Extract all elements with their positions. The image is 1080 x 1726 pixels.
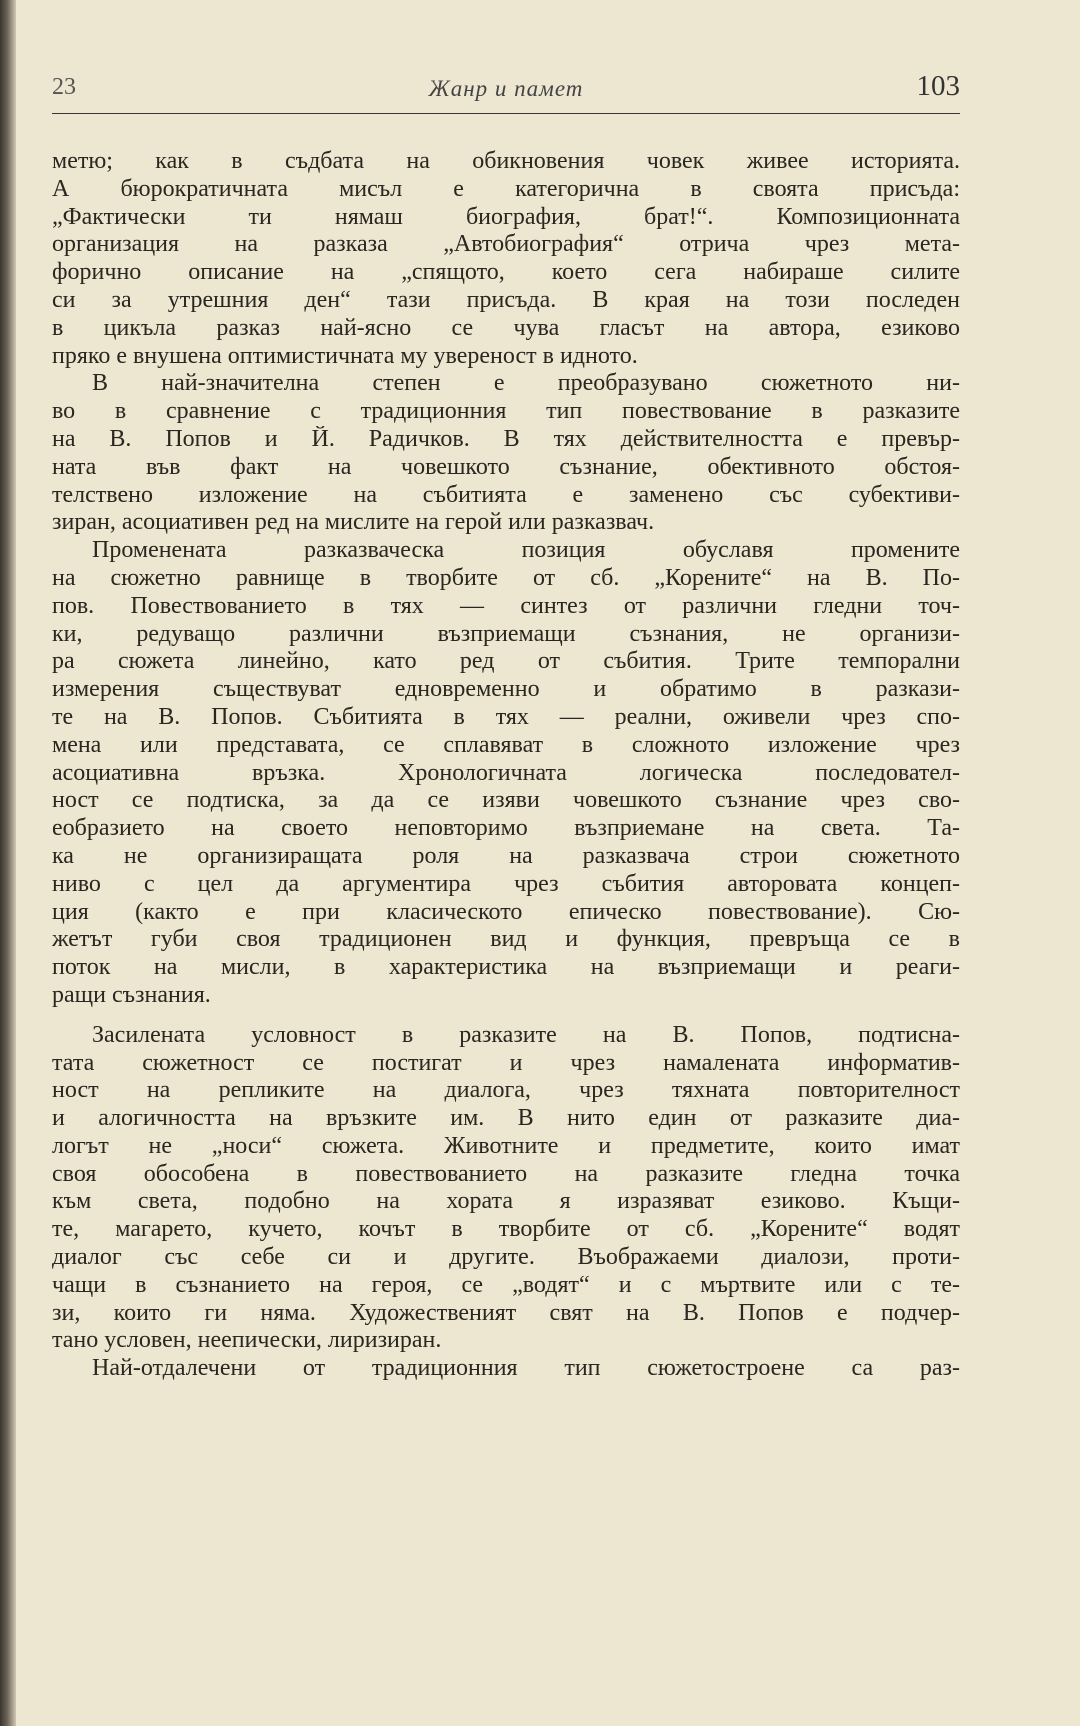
- text-line: пряко е внушена оптимистичната му увереност в идното.: [52, 342, 638, 369]
- text-line: Променената разказваческа позиция обуславя промените: [92, 537, 960, 564]
- text-line: тано условен, неепически, лиризиран.: [52, 1327, 442, 1354]
- paragraph: [52, 370, 960, 537]
- text-line: ращи съзнания.: [52, 981, 211, 1008]
- text-line: форично описание на „спящото, което сега набираше силите: [52, 259, 960, 286]
- text-line: метю; как в съдбата на обикновения човек живее историята.: [52, 148, 960, 174]
- body-text: [52, 148, 960, 1383]
- text-line: към света, подобно на хората я изразяват езиково. Къщи-: [52, 1188, 960, 1215]
- paragraph: [52, 1355, 960, 1383]
- signature-mark: 23: [52, 74, 76, 100]
- text-line: тата сюжетност се постигат и чрез намалената информатив-: [52, 1049, 960, 1076]
- page-number: 103: [916, 70, 960, 102]
- text-line: В най-значителна степен е преобразувано сюжетното ни-: [92, 370, 960, 397]
- text-line: ра сюжета линейно, като ред от събития. Трите темпорални: [52, 648, 960, 675]
- text-line: на сюжетно равнище в творбите от сб. „Корените“ на В. По-: [52, 564, 960, 591]
- text-line: си за утрешния ден“ тази присъда. В края на този последен: [52, 286, 960, 313]
- text-line: ност на репликите на диалога, чрез тяхната повторителност: [52, 1077, 960, 1104]
- text-line: измерения съществуват едновременно и обратимо в разкази-: [52, 676, 960, 703]
- header-rule: [52, 113, 960, 114]
- text-line: те на В. Попов. Събитията в тях — реални, оживели чрез спо-: [52, 703, 960, 730]
- text-line: ната във факт на човешкото съзнание, обективното обстоя-: [52, 453, 960, 480]
- book-page: [52, 0, 960, 1726]
- text-line: мена или представата, се сплавяват в сложното изложение чрез: [52, 731, 960, 758]
- text-line: А бюрократичната мисъл е категорична в своята присъда:: [52, 175, 960, 202]
- text-line: ция (както е при класическото епическо повествование). Сю-: [52, 898, 960, 925]
- text-line: ка не организиращата роля на разказвача строи сюжетното: [52, 842, 960, 869]
- text-line: ност се подтиска, за да се изяви човешкото съзнание чрез сво-: [52, 787, 960, 814]
- text-line: телствено изложение на събитията е заменено със субективи-: [52, 481, 960, 508]
- text-line: „Фактически ти нямаш биография, брат!“. Композиционната: [52, 203, 960, 230]
- text-line: ки, редуващо различни възприемащи съзнания, не организи-: [52, 620, 960, 647]
- text-line: зи, които ги няма. Художественият свят на В. Попов е подчер-: [52, 1299, 960, 1326]
- text-line: своя обособена в повествованието на разказите гледна точка: [52, 1160, 960, 1187]
- text-line: зиран, асоциативен ред на мислите на герой или разказвач.: [52, 509, 655, 536]
- text-line: Най-отдалечени от традиционния тип сюжетостроене са раз-: [92, 1355, 960, 1382]
- text-line: на В. Попов и Й. Радичков. В тях действителността е превър-: [52, 425, 960, 452]
- paragraph: [52, 537, 960, 1010]
- text-line: поток на мисли, в характеристика на възприемащи и реаги-: [52, 954, 960, 981]
- text-line: пов. Повествованието в тях — синтез от различни гледни точ-: [52, 592, 960, 619]
- text-line: асоциативна връзка. Хронологичната логическа последовател-: [52, 759, 960, 786]
- page-header: [52, 70, 960, 110]
- text-line: Засилената условност в разказите на В. Попов, подтисна-: [92, 1021, 960, 1048]
- text-line: жетът губи своя традиционен вид и функция, превръща се в: [52, 926, 960, 953]
- text-line: чащи в съзнанието на героя, се „водят“ и с мъртвите или с те-: [52, 1271, 960, 1298]
- text-line: те, магарето, кучето, кочът в творбите от сб. „Корените“ водят: [52, 1216, 960, 1243]
- text-line: логът не „носи“ сюжета. Животните и предметите, които имат: [52, 1132, 960, 1159]
- paragraph: [52, 148, 960, 370]
- text-line: еобразието на своето неповторимо възприемане на света. Та-: [52, 815, 960, 842]
- text-line: организация на разказа „Автобиография“ отрича чрез мета-: [52, 231, 960, 258]
- text-line: в цикъла разказ най-ясно се чува гласът на автора, езиково: [52, 314, 960, 341]
- book-spine-shadow: [0, 0, 16, 1726]
- text-line: во в сравнение с традиционния тип повествование в разказите: [52, 398, 960, 425]
- running-title: Жанр и памет: [428, 76, 584, 101]
- text-line: и алогичността на връзките им. В нито един от разказите диа-: [52, 1105, 960, 1132]
- text-line: диалог със себе си и другите. Въображаеми диалози, проти-: [52, 1244, 960, 1271]
- text-line: ниво с цел да аргументира чрез събития авторовата концеп-: [52, 870, 960, 897]
- paragraph: [52, 1022, 960, 1356]
